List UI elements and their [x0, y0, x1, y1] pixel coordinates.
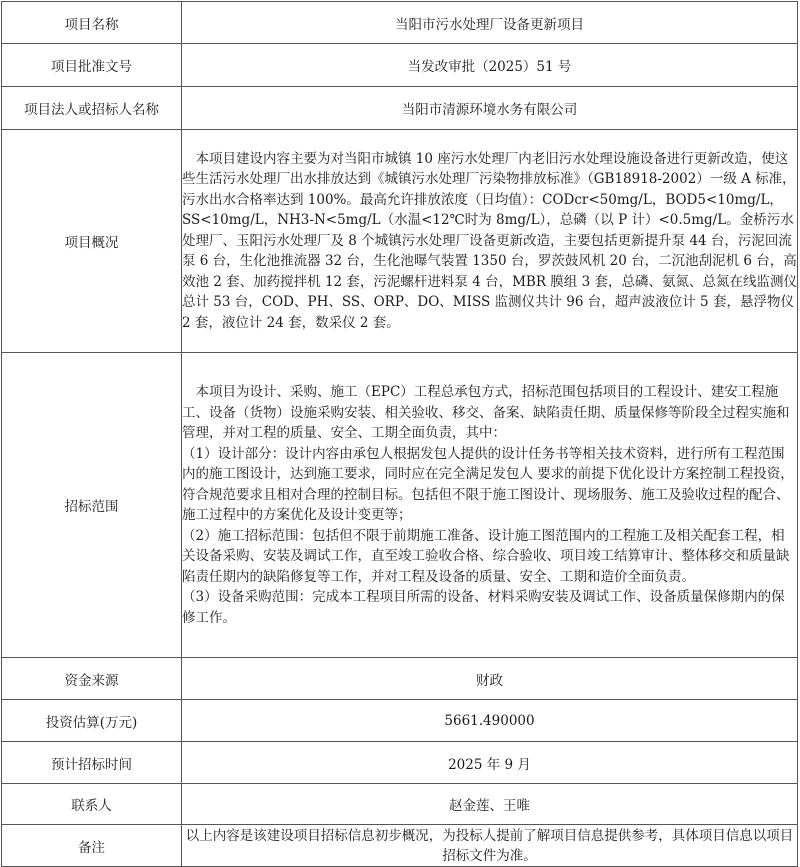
project-overview-label: 项目概况 — [2, 130, 182, 353]
project-overview-value — [182, 130, 798, 353]
project-info-table — [1, 1, 798, 867]
tender-time-label: 预计招标时间 — [2, 742, 182, 784]
table-row — [2, 2, 798, 44]
table-row — [2, 700, 798, 742]
tender-time-value: 2025 年 9 月 — [182, 742, 798, 784]
project-overview-text: 本项目建设内容主要为对当阳市城镇 10 座污水处理厂内老旧污水处理设施设备进行更新改造，使这些生活污水处理厂出水排放达到《城镇污水处理厂污染物排放标准》（GB18918-2002）一级 A 标准，污水出水合格率达到 100%。最高允许排放浓度（日均值）：CODcr<50mg/L，BOD5<10mg/L，SS<10mg/L，NH3-N<5mg/L（水温<12℃时为 8mg/L），总磷（以 P 计）<0.5mg/L。金桥污水处理厂、玉阳污水处理厂及 8 个城镇污水处理厂设备更新改造，主要包括更新提升泵 44 台，污泥回流泵 6 台，生化池推流器 32 台，生化池曝气装置 1350 台，罗茨鼓风机 20 台，二沉池刮泥机 6 台，高效池 2 套、加药搅拌机 12 套，污泥螺杆进料泵 4 台，MBR 膜组 3 套，总磷、氨氮、总氮在线监测仪总计 53 台，COD、PH、SS、ORP、DO、MISS 监测仪共计 96 台，超声波液位计 5 套，悬浮物仪 2 套，液位计 24 套，数采仪 2 套。 — [182, 150, 797, 331]
tender-scope-intro: 本项目为设计、采购、施工（EPC）工程总承包方式，招标范围包括项目的工程设计、建安工程施工、设备（货物）设施采购安装、相关验收、移交、备案、缺陷责任期、质量保修等阶段全过程实施和管理，并对工程的质量、安全、工期全面负责，其中： — [182, 384, 790, 441]
funding-source-label: 资金来源 — [2, 658, 182, 700]
table-row — [2, 130, 798, 353]
table-row — [2, 825, 798, 867]
contact-value: 赵金莲、王唯 — [182, 784, 798, 825]
project-name-value: 当阳市污水处理厂设备更新项目 — [182, 2, 798, 44]
contact-label: 联系人 — [2, 784, 182, 825]
approval-number-label: 项目批准文号 — [2, 44, 182, 87]
tender-scope-value — [182, 353, 798, 658]
funding-source-value: 财政 — [182, 658, 798, 700]
tender-scope-procurement: （3）设备采购范围：完成本工程项目所需的设备、材料采购安装及调试工作、设备质量保修期内的保修工作。 — [182, 589, 785, 626]
investment-estimate-label: 投资估算(万元) — [2, 700, 182, 742]
approval-number-value: 当发改审批（2025）51 号 — [182, 44, 798, 87]
project-name-label: 项目名称 — [2, 2, 182, 44]
table-row — [2, 44, 798, 87]
table-row — [2, 353, 798, 658]
table-row — [2, 658, 798, 700]
tender-scope-design: （1）设计部分：设计内容由承包人根据发包人提供的设计任务书等相关技术资料，进行所有工程范围内的施工图设计，达到施工要求，同时应在完全满足发包人 要求的前提下优化设计方案控制工程投资，符合规范要求且相对合理的控制目标。包括但不限于施工图设计、现场服务、施工及验收过程的配合、施工过程中的方案优化及设计变更等； — [182, 445, 794, 523]
table-row — [2, 742, 798, 784]
table-row — [2, 784, 798, 825]
remarks-value: 以上内容是该建设项目招标信息初步概况，为投标人提前了解项目信息提供参考，具体项目信息以项目招标文件为准。 — [182, 825, 798, 867]
tenderer-name-label: 项目法人或招标人名称 — [2, 87, 182, 130]
table-row — [2, 87, 798, 130]
investment-estimate-value: 5661.490000 — [182, 700, 798, 742]
tenderer-name-value: 当阳市清源环境水务有限公司 — [182, 87, 798, 130]
remarks-label: 备注 — [2, 825, 182, 867]
tender-scope-construction: （2）施工招标范围：包括但不限于前期施工准备、设计施工图范围内的工程施工及相关配套工程，相关设备采购、安装及调试工作，直至竣工验收合格、综合验收、项目竣工结算审计、整体移交和质量缺陷责任期内的缺陷修复等工作，并对工程及设备的质量、安全、工期和造价全面负责。 — [182, 527, 790, 585]
tender-scope-label: 招标范围 — [2, 353, 182, 658]
